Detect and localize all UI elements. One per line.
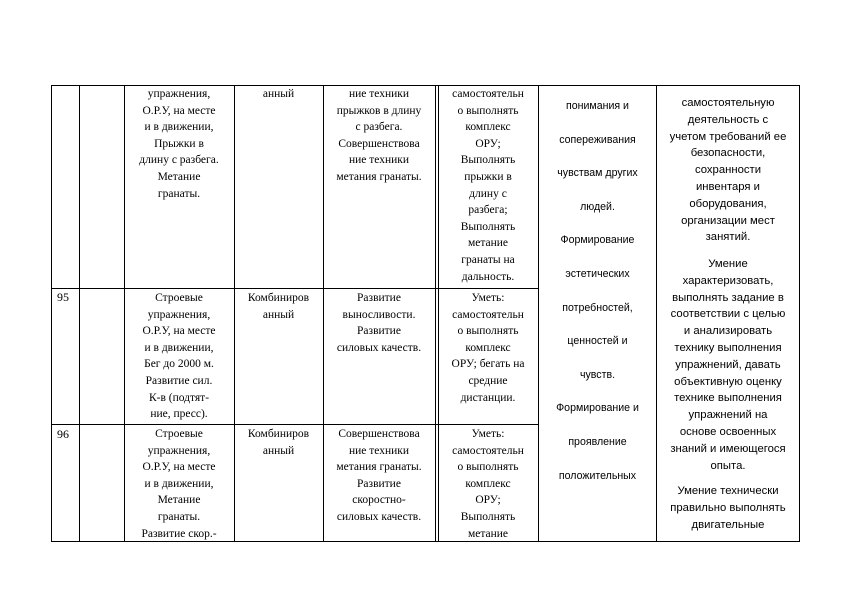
row-1-elements: ние техники прыжков в длину с разбега. Совершенствова ние техники метания гранаты. <box>336 88 422 183</box>
row-96-lesson-type: Комбиниров анный <box>247 428 310 457</box>
row-95-lesson-type: Комбиниров анный <box>247 292 310 321</box>
row-number: 95 <box>57 290 69 304</box>
row-1-requirements: самостоятельн о выполнять комплекс ОРУ; Выполнять прыжки в длину с разбега; Выполнять метание гранаты на дальность. <box>452 88 524 283</box>
personal-results-cell: понимания и сопереживания чувствам других людей. Формирование эстетических потребностей, ценностей и чувств. Формирование и проявление положительных <box>556 100 639 482</box>
column-divider <box>435 85 436 541</box>
table-border-left <box>51 85 52 541</box>
row-divider <box>51 424 539 425</box>
row-number: 96 <box>57 427 69 441</box>
table-border-right <box>799 85 800 541</box>
metasubject-results-block-b: Умение характеризовать, выполнять задание в соответствии с целью и анализировать технику выполнения упражнений, давать объективную оценку технике выполнения упражнений на основе освоенных знаний и имеющегося опыта. <box>670 258 786 472</box>
row-95-requirements: Уметь: самостоятельн о выполнять комплекс ОРУ; бегать на средние дистанции. <box>451 292 525 404</box>
row-95-elements: Развитие выносливости. Развитие силовых качеств. <box>336 292 422 354</box>
row-96-requirements: Уметь: самостоятельн о выполнять комплекс ОРУ; Выполнять метание <box>452 428 524 540</box>
metasubject-results-block-a: самостоятельную деятельность с учетом требований ее безопасности, сохранности инвентаря и оборудования, организации мест занятий. <box>669 97 787 244</box>
row-1-lesson-type: анный <box>262 88 295 100</box>
row-divider <box>51 288 539 289</box>
row-1-content: упражнения, О.Р.У, на месте и в движении, Прыжки в длину с разбега. Метание гранаты. <box>139 88 219 200</box>
row-96-elements: Совершенствова ние техники метания гранаты. Развитие скоростно- силовых качеств. <box>336 428 422 523</box>
column-divider <box>79 85 80 541</box>
row-96-content: Строевые упражнения, О.Р.У, на месте и в движении, Метание гранаты. Развитие скор.- <box>141 428 217 540</box>
metasubject-results-block-c: Умение технически правильно выполнять двигательные <box>670 485 786 531</box>
row-95-content: Строевые упражнения, О.Р.У, на месте и в движении, Бег до 2000 м. Развитие сил. К-в (подтят- ние, пресс). <box>142 292 216 421</box>
